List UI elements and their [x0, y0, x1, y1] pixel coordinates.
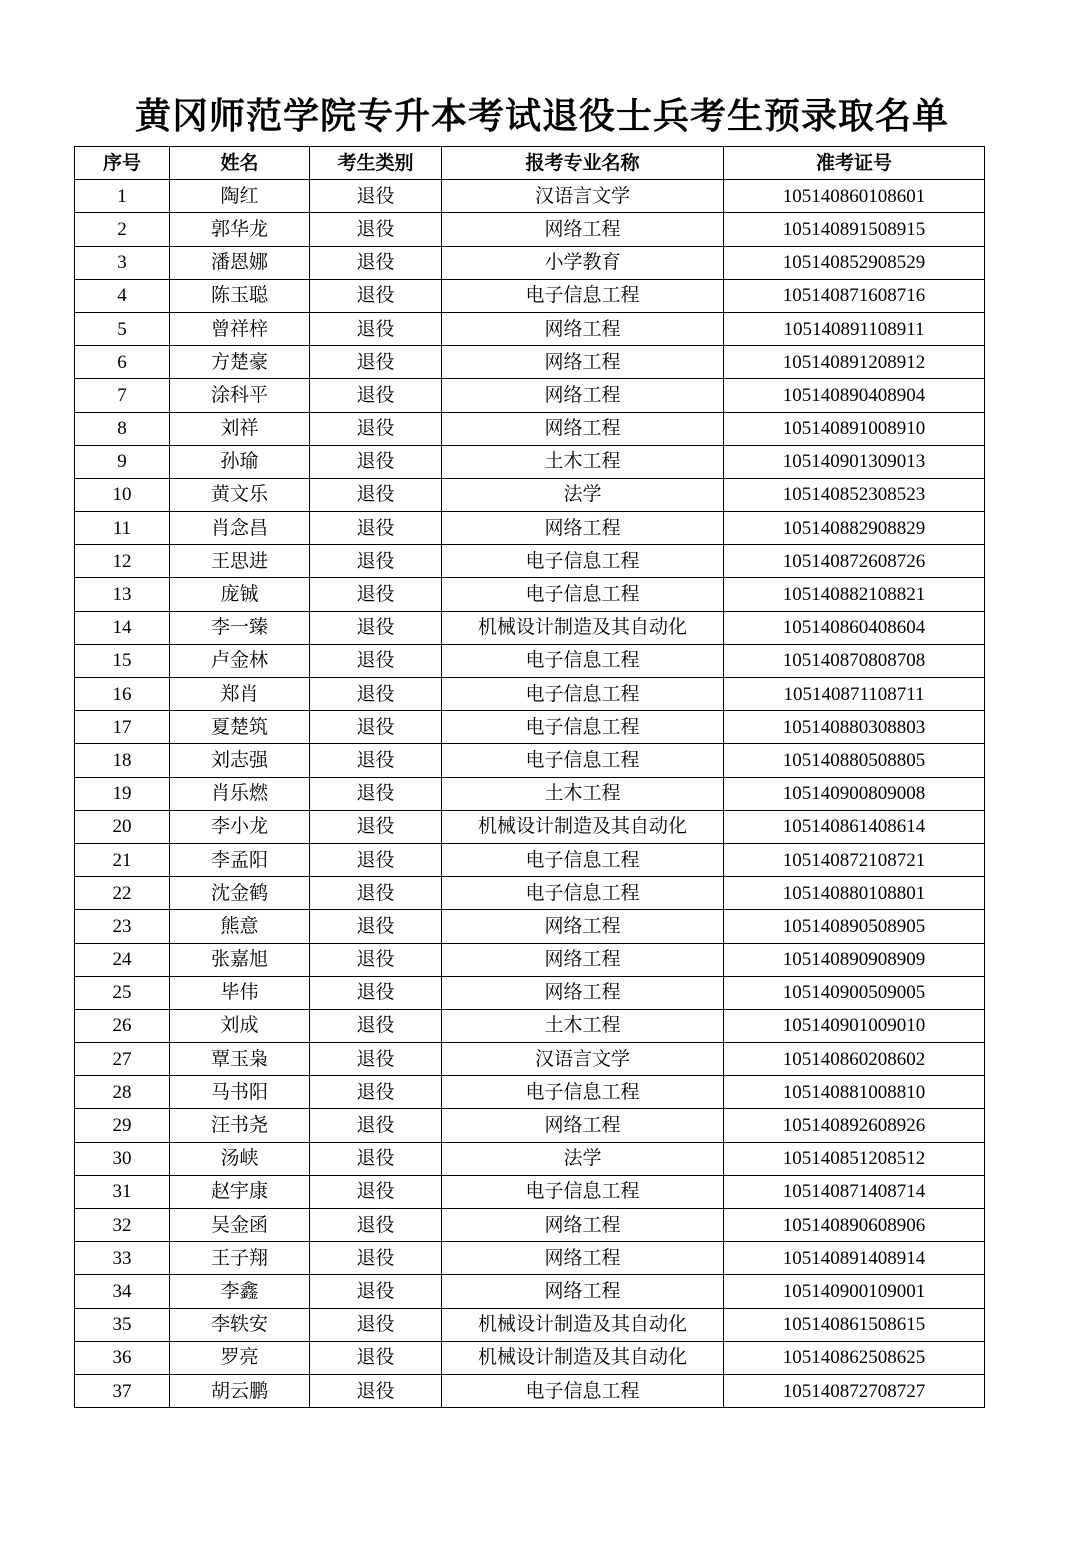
table-row — [75, 312, 985, 345]
cell-exam-id: 105140882908829 — [724, 512, 985, 545]
cell-index: 4 — [75, 279, 170, 312]
cell-name: 王思进 — [170, 545, 310, 578]
cell-category: 退役 — [310, 877, 442, 910]
cell-major: 网络工程 — [442, 379, 724, 412]
cell-major: 电子信息工程 — [442, 744, 724, 777]
cell-index: 8 — [75, 412, 170, 445]
cell-category: 退役 — [310, 445, 442, 478]
cell-exam-id: 105140891408914 — [724, 1242, 985, 1275]
table-row — [75, 180, 985, 213]
cell-major: 汉语言文学 — [442, 1043, 724, 1076]
cell-name: 涂科平 — [170, 379, 310, 412]
table-row — [75, 810, 985, 843]
cell-category: 退役 — [310, 1209, 442, 1242]
cell-exam-id: 105140880108801 — [724, 877, 985, 910]
cell-major: 网络工程 — [442, 512, 724, 545]
table-row — [75, 1009, 985, 1042]
cell-category: 退役 — [310, 1308, 442, 1341]
cell-index: 31 — [75, 1175, 170, 1208]
cell-major: 网络工程 — [442, 910, 724, 943]
cell-major: 法学 — [442, 478, 724, 511]
cell-major: 电子信息工程 — [442, 279, 724, 312]
cell-name: 覃玉枭 — [170, 1043, 310, 1076]
cell-category: 退役 — [310, 943, 442, 976]
table-row — [75, 877, 985, 910]
cell-category: 退役 — [310, 478, 442, 511]
cell-name: 胡云鹏 — [170, 1374, 310, 1407]
cell-index: 21 — [75, 843, 170, 876]
cell-index: 15 — [75, 644, 170, 677]
cell-major: 土木工程 — [442, 1009, 724, 1042]
table-row — [75, 1374, 985, 1407]
cell-exam-id: 105140890908909 — [724, 943, 985, 976]
cell-exam-id: 105140851208512 — [724, 1142, 985, 1175]
cell-major: 网络工程 — [442, 1209, 724, 1242]
cell-name: 庞铖 — [170, 578, 310, 611]
table-row — [75, 1043, 985, 1076]
cell-exam-id: 105140860208602 — [724, 1043, 985, 1076]
cell-name: 曾祥梓 — [170, 312, 310, 345]
cell-category: 退役 — [310, 180, 442, 213]
cell-category: 退役 — [310, 213, 442, 246]
cell-index: 2 — [75, 213, 170, 246]
cell-index: 20 — [75, 810, 170, 843]
cell-index: 11 — [75, 512, 170, 545]
table-row — [75, 711, 985, 744]
cell-name: 毕伟 — [170, 976, 310, 1009]
cell-category: 退役 — [310, 1076, 442, 1109]
table-header-row — [75, 147, 985, 180]
cell-category: 退役 — [310, 1175, 442, 1208]
cell-exam-id: 105140880508805 — [724, 744, 985, 777]
header-category: 考生类别 — [310, 147, 442, 180]
cell-exam-id: 105140901009010 — [724, 1009, 985, 1042]
table-row — [75, 777, 985, 810]
cell-exam-id: 105140871408714 — [724, 1175, 985, 1208]
table-row — [75, 678, 985, 711]
cell-major: 电子信息工程 — [442, 1175, 724, 1208]
cell-category: 退役 — [310, 744, 442, 777]
cell-index: 23 — [75, 910, 170, 943]
cell-exam-id: 105140861408614 — [724, 810, 985, 843]
cell-index: 28 — [75, 1076, 170, 1109]
cell-name: 郑肖 — [170, 678, 310, 711]
table-row — [75, 1109, 985, 1142]
cell-major: 网络工程 — [442, 1242, 724, 1275]
cell-name: 李小龙 — [170, 810, 310, 843]
cell-index: 19 — [75, 777, 170, 810]
cell-major: 小学教育 — [442, 246, 724, 279]
cell-name: 罗亮 — [170, 1341, 310, 1374]
cell-major: 土木工程 — [442, 445, 724, 478]
cell-index: 9 — [75, 445, 170, 478]
cell-index: 1 — [75, 180, 170, 213]
cell-major: 网络工程 — [442, 346, 724, 379]
cell-index: 32 — [75, 1209, 170, 1242]
cell-exam-id: 105140891108911 — [724, 312, 985, 345]
table-row — [75, 910, 985, 943]
cell-name: 熊意 — [170, 910, 310, 943]
cell-category: 退役 — [310, 312, 442, 345]
cell-exam-id: 105140900109001 — [724, 1275, 985, 1308]
cell-major: 网络工程 — [442, 1275, 724, 1308]
cell-index: 13 — [75, 578, 170, 611]
table-row — [75, 346, 985, 379]
cell-name: 李鑫 — [170, 1275, 310, 1308]
cell-name: 吴金函 — [170, 1209, 310, 1242]
cell-exam-id: 105140871108711 — [724, 678, 985, 711]
cell-exam-id: 105140870808708 — [724, 644, 985, 677]
table-body — [75, 180, 985, 1408]
cell-major: 电子信息工程 — [442, 1076, 724, 1109]
cell-name: 郭华龙 — [170, 213, 310, 246]
cell-category: 退役 — [310, 711, 442, 744]
cell-index: 12 — [75, 545, 170, 578]
cell-major: 机械设计制造及其自动化 — [442, 810, 724, 843]
cell-category: 退役 — [310, 412, 442, 445]
cell-index: 26 — [75, 1009, 170, 1042]
admission-list-table — [74, 146, 985, 1408]
table-row — [75, 445, 985, 478]
document-title: 黄冈师范学院专升本考试退役士兵考生预录取名单 — [134, 95, 949, 137]
cell-category: 退役 — [310, 1009, 442, 1042]
cell-name: 刘成 — [170, 1009, 310, 1042]
cell-name: 潘恩娜 — [170, 246, 310, 279]
cell-exam-id: 105140860408604 — [724, 611, 985, 644]
table-row — [75, 1175, 985, 1208]
cell-exam-id: 105140891008910 — [724, 412, 985, 445]
cell-name: 刘志强 — [170, 744, 310, 777]
cell-index: 18 — [75, 744, 170, 777]
table-row — [75, 545, 985, 578]
table-row — [75, 578, 985, 611]
table-row — [75, 1142, 985, 1175]
cell-major: 汉语言文学 — [442, 180, 724, 213]
cell-exam-id: 105140882108821 — [724, 578, 985, 611]
cell-index: 6 — [75, 346, 170, 379]
cell-exam-id: 105140901309013 — [724, 445, 985, 478]
cell-major: 电子信息工程 — [442, 678, 724, 711]
cell-exam-id: 105140890508905 — [724, 910, 985, 943]
table-row — [75, 1209, 985, 1242]
cell-category: 退役 — [310, 644, 442, 677]
cell-major: 网络工程 — [442, 213, 724, 246]
cell-major: 电子信息工程 — [442, 545, 724, 578]
cell-major: 机械设计制造及其自动化 — [442, 1308, 724, 1341]
cell-major: 电子信息工程 — [442, 877, 724, 910]
cell-category: 退役 — [310, 678, 442, 711]
cell-name: 卢金林 — [170, 644, 310, 677]
cell-category: 退役 — [310, 279, 442, 312]
cell-exam-id: 105140872708727 — [724, 1374, 985, 1407]
table-row — [75, 1076, 985, 1109]
cell-exam-id: 105140900809008 — [724, 777, 985, 810]
header-name: 姓名 — [170, 147, 310, 180]
cell-index: 5 — [75, 312, 170, 345]
table-row — [75, 976, 985, 1009]
header-index: 序号 — [75, 147, 170, 180]
cell-name: 汤峡 — [170, 1142, 310, 1175]
cell-index: 7 — [75, 379, 170, 412]
cell-category: 退役 — [310, 910, 442, 943]
cell-name: 黄文乐 — [170, 478, 310, 511]
cell-name: 赵宇康 — [170, 1175, 310, 1208]
cell-index: 37 — [75, 1374, 170, 1407]
cell-name: 陈玉聪 — [170, 279, 310, 312]
cell-major: 法学 — [442, 1142, 724, 1175]
cell-exam-id: 105140862508625 — [724, 1341, 985, 1374]
table-row — [75, 744, 985, 777]
cell-index: 3 — [75, 246, 170, 279]
cell-index: 14 — [75, 611, 170, 644]
cell-name: 张嘉旭 — [170, 943, 310, 976]
cell-category: 退役 — [310, 578, 442, 611]
table-row — [75, 279, 985, 312]
cell-major: 土木工程 — [442, 777, 724, 810]
table-row — [75, 512, 985, 545]
cell-exam-id: 105140880308803 — [724, 711, 985, 744]
cell-index: 17 — [75, 711, 170, 744]
table-row — [75, 1242, 985, 1275]
cell-exam-id: 105140861508615 — [724, 1308, 985, 1341]
cell-name: 方楚豪 — [170, 346, 310, 379]
cell-exam-id: 105140892608926 — [724, 1109, 985, 1142]
cell-name: 夏楚筑 — [170, 711, 310, 744]
cell-category: 退役 — [310, 346, 442, 379]
cell-major: 机械设计制造及其自动化 — [442, 1341, 724, 1374]
cell-index: 36 — [75, 1341, 170, 1374]
cell-name: 肖乐燃 — [170, 777, 310, 810]
cell-index: 29 — [75, 1109, 170, 1142]
table-row — [75, 644, 985, 677]
cell-category: 退役 — [310, 512, 442, 545]
cell-major: 电子信息工程 — [442, 843, 724, 876]
cell-exam-id: 105140890408904 — [724, 379, 985, 412]
cell-category: 退役 — [310, 1341, 442, 1374]
table-row — [75, 1308, 985, 1341]
cell-category: 退役 — [310, 1142, 442, 1175]
cell-exam-id: 105140891208912 — [724, 346, 985, 379]
cell-index: 30 — [75, 1142, 170, 1175]
cell-index: 35 — [75, 1308, 170, 1341]
cell-index: 34 — [75, 1275, 170, 1308]
table-row — [75, 843, 985, 876]
header-exam-id: 准考证号 — [724, 147, 985, 180]
cell-exam-id: 105140871608716 — [724, 279, 985, 312]
cell-category: 退役 — [310, 1242, 442, 1275]
cell-name: 李一臻 — [170, 611, 310, 644]
cell-major: 网络工程 — [442, 1109, 724, 1142]
cell-name: 刘祥 — [170, 412, 310, 445]
cell-category: 退役 — [310, 777, 442, 810]
cell-index: 22 — [75, 877, 170, 910]
cell-index: 33 — [75, 1242, 170, 1275]
table-row — [75, 213, 985, 246]
cell-category: 退役 — [310, 843, 442, 876]
cell-name: 孙瑜 — [170, 445, 310, 478]
table-row — [75, 246, 985, 279]
cell-name: 沈金鹤 — [170, 877, 310, 910]
cell-major: 电子信息工程 — [442, 711, 724, 744]
cell-exam-id: 105140852908529 — [724, 246, 985, 279]
cell-exam-id: 105140900509005 — [724, 976, 985, 1009]
cell-index: 16 — [75, 678, 170, 711]
cell-name: 汪书尧 — [170, 1109, 310, 1142]
cell-category: 退役 — [310, 810, 442, 843]
cell-exam-id: 105140860108601 — [724, 180, 985, 213]
cell-name: 陶红 — [170, 180, 310, 213]
cell-category: 退役 — [310, 379, 442, 412]
cell-exam-id: 105140891508915 — [724, 213, 985, 246]
cell-major: 电子信息工程 — [442, 644, 724, 677]
cell-category: 退役 — [310, 1043, 442, 1076]
header-major: 报考专业名称 — [442, 147, 724, 180]
cell-index: 25 — [75, 976, 170, 1009]
cell-category: 退役 — [310, 611, 442, 644]
cell-name: 马书阳 — [170, 1076, 310, 1109]
cell-category: 退役 — [310, 545, 442, 578]
cell-major: 电子信息工程 — [442, 578, 724, 611]
table-row — [75, 478, 985, 511]
cell-major: 电子信息工程 — [442, 1374, 724, 1407]
table-row — [75, 1341, 985, 1374]
cell-index: 10 — [75, 478, 170, 511]
cell-category: 退役 — [310, 1374, 442, 1407]
table-row — [75, 943, 985, 976]
cell-category: 退役 — [310, 1109, 442, 1142]
cell-index: 24 — [75, 943, 170, 976]
cell-name: 李轶安 — [170, 1308, 310, 1341]
cell-major: 网络工程 — [442, 412, 724, 445]
cell-index: 27 — [75, 1043, 170, 1076]
table-row — [75, 611, 985, 644]
cell-exam-id: 105140890608906 — [724, 1209, 985, 1242]
cell-exam-id: 105140852308523 — [724, 478, 985, 511]
cell-major: 网络工程 — [442, 312, 724, 345]
cell-major: 机械设计制造及其自动化 — [442, 611, 724, 644]
cell-category: 退役 — [310, 1275, 442, 1308]
cell-major: 网络工程 — [442, 943, 724, 976]
table-row — [75, 412, 985, 445]
cell-exam-id: 105140872108721 — [724, 843, 985, 876]
cell-category: 退役 — [310, 246, 442, 279]
cell-exam-id: 105140881008810 — [724, 1076, 985, 1109]
cell-name: 李孟阳 — [170, 843, 310, 876]
table-row — [75, 379, 985, 412]
cell-exam-id: 105140872608726 — [724, 545, 985, 578]
cell-name: 王子翔 — [170, 1242, 310, 1275]
cell-category: 退役 — [310, 976, 442, 1009]
cell-name: 肖念昌 — [170, 512, 310, 545]
table-row — [75, 1275, 985, 1308]
cell-major: 网络工程 — [442, 976, 724, 1009]
